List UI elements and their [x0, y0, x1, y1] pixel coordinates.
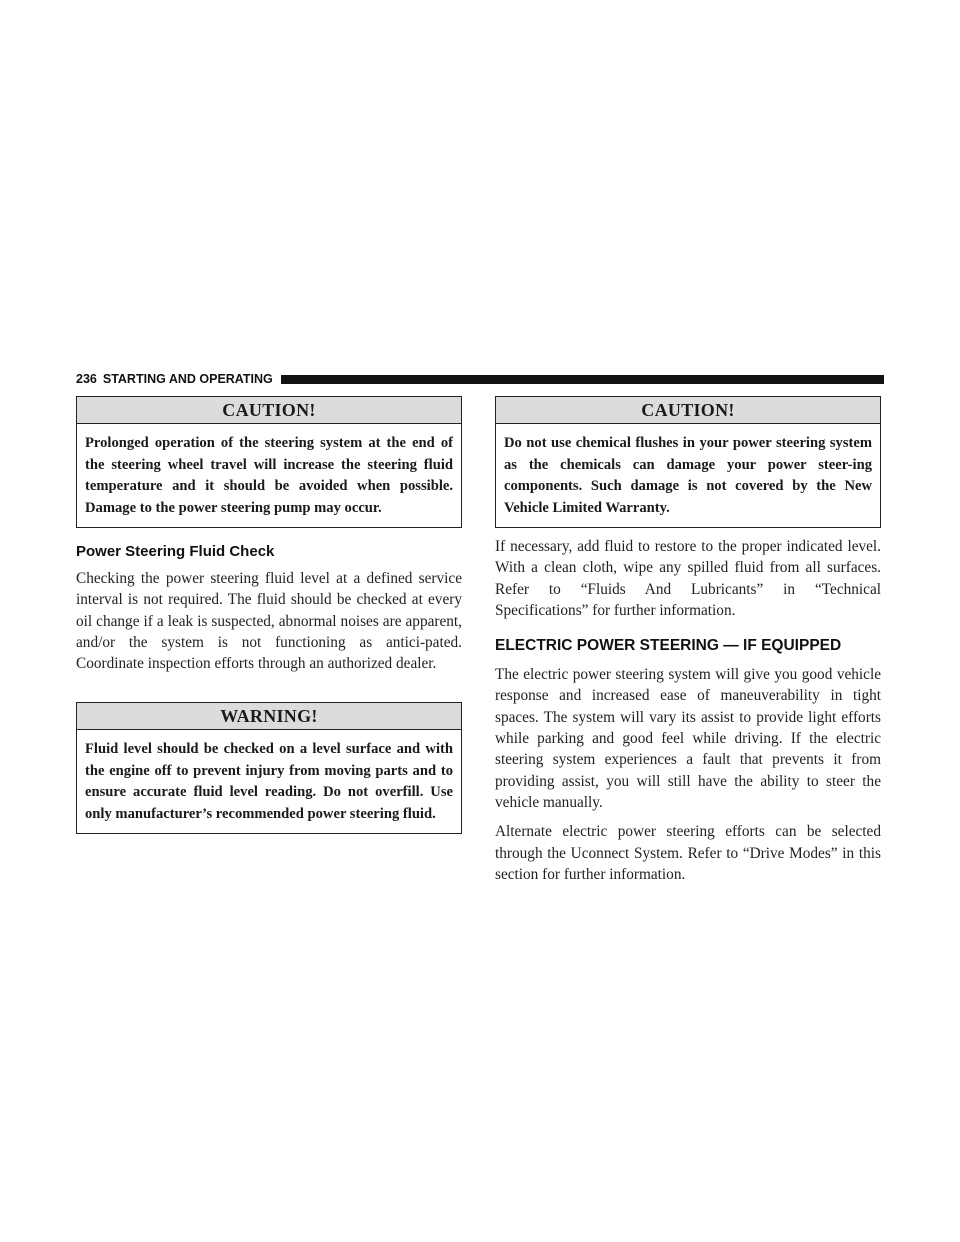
page-header: [76, 372, 884, 386]
eps-paragraph-2: Alternate electric power steering efforts can be selected through the Uconnect System. Refer to “Drive Modes” in this section for further information.: [495, 823, 881, 883]
warning-title: WARNING!: [77, 703, 461, 730]
warning-box: [76, 702, 462, 834]
caution-title: CAUTION!: [496, 397, 880, 424]
caution-title: CAUTION!: [77, 397, 461, 424]
right-column: [495, 396, 881, 893]
header-rule: [281, 375, 884, 384]
caution-text: Prolonged operation of the steering system at the end of the steering wheel travel will increase the steering fluid temperature and it should be avoided when possible. Damage to the power steering pump may occur.: [85, 435, 453, 516]
fluid-check-paragraph: Checking the power steering fluid level at a defined service interval is not required. The fluid should be checked at every oil change if a leak is suspected, abnormal noises are apparent, and/or the system is not functioning as antici-pated. Coordinate inspection efforts through an authorized dealer.: [76, 570, 462, 673]
caution-text: Do not use chemical flushes in your power steering system as the chemicals can damage your power steer-ing components. Such damage is not covered by the New Vehicle Limited Warranty.: [504, 435, 872, 516]
left-column: [76, 396, 462, 834]
eps-heading: ELECTRIC POWER STEERING — IF EQUIPPED: [495, 637, 842, 655]
caution-box-chemical-flushes: [495, 396, 881, 528]
section-title: STARTING AND OPERATING: [102, 372, 273, 386]
eps-paragraph-1: The electric power steering system will give you good vehicle response and increased ease of maneuverability in tight spaces. The system will vary its assist to provide light efforts while parking and good feel while driving. If the electric steering system experiences a fault that prevents it from providing assist, you will still have the ability to steer the vehicle manually.: [495, 666, 881, 811]
fluid-check-heading: Power Steering Fluid Check: [76, 543, 275, 560]
warning-text: Fluid level should be checked on a level surface and with the engine off to prevent injury from moving parts and to ensure accurate fluid level reading. Do not overfill. Use only manufacturer’s recommended power steering fluid.: [85, 741, 453, 822]
caution-box-steering-travel: [76, 396, 462, 528]
add-fluid-paragraph: If necessary, add fluid to restore to the proper indicated level. With a clean cloth, wipe any spilled fluid from all surfaces. Refer to “Fluids And Lubricants” in “Technical Specifications” for further information.: [495, 538, 881, 619]
page-number: 236: [76, 372, 97, 386]
